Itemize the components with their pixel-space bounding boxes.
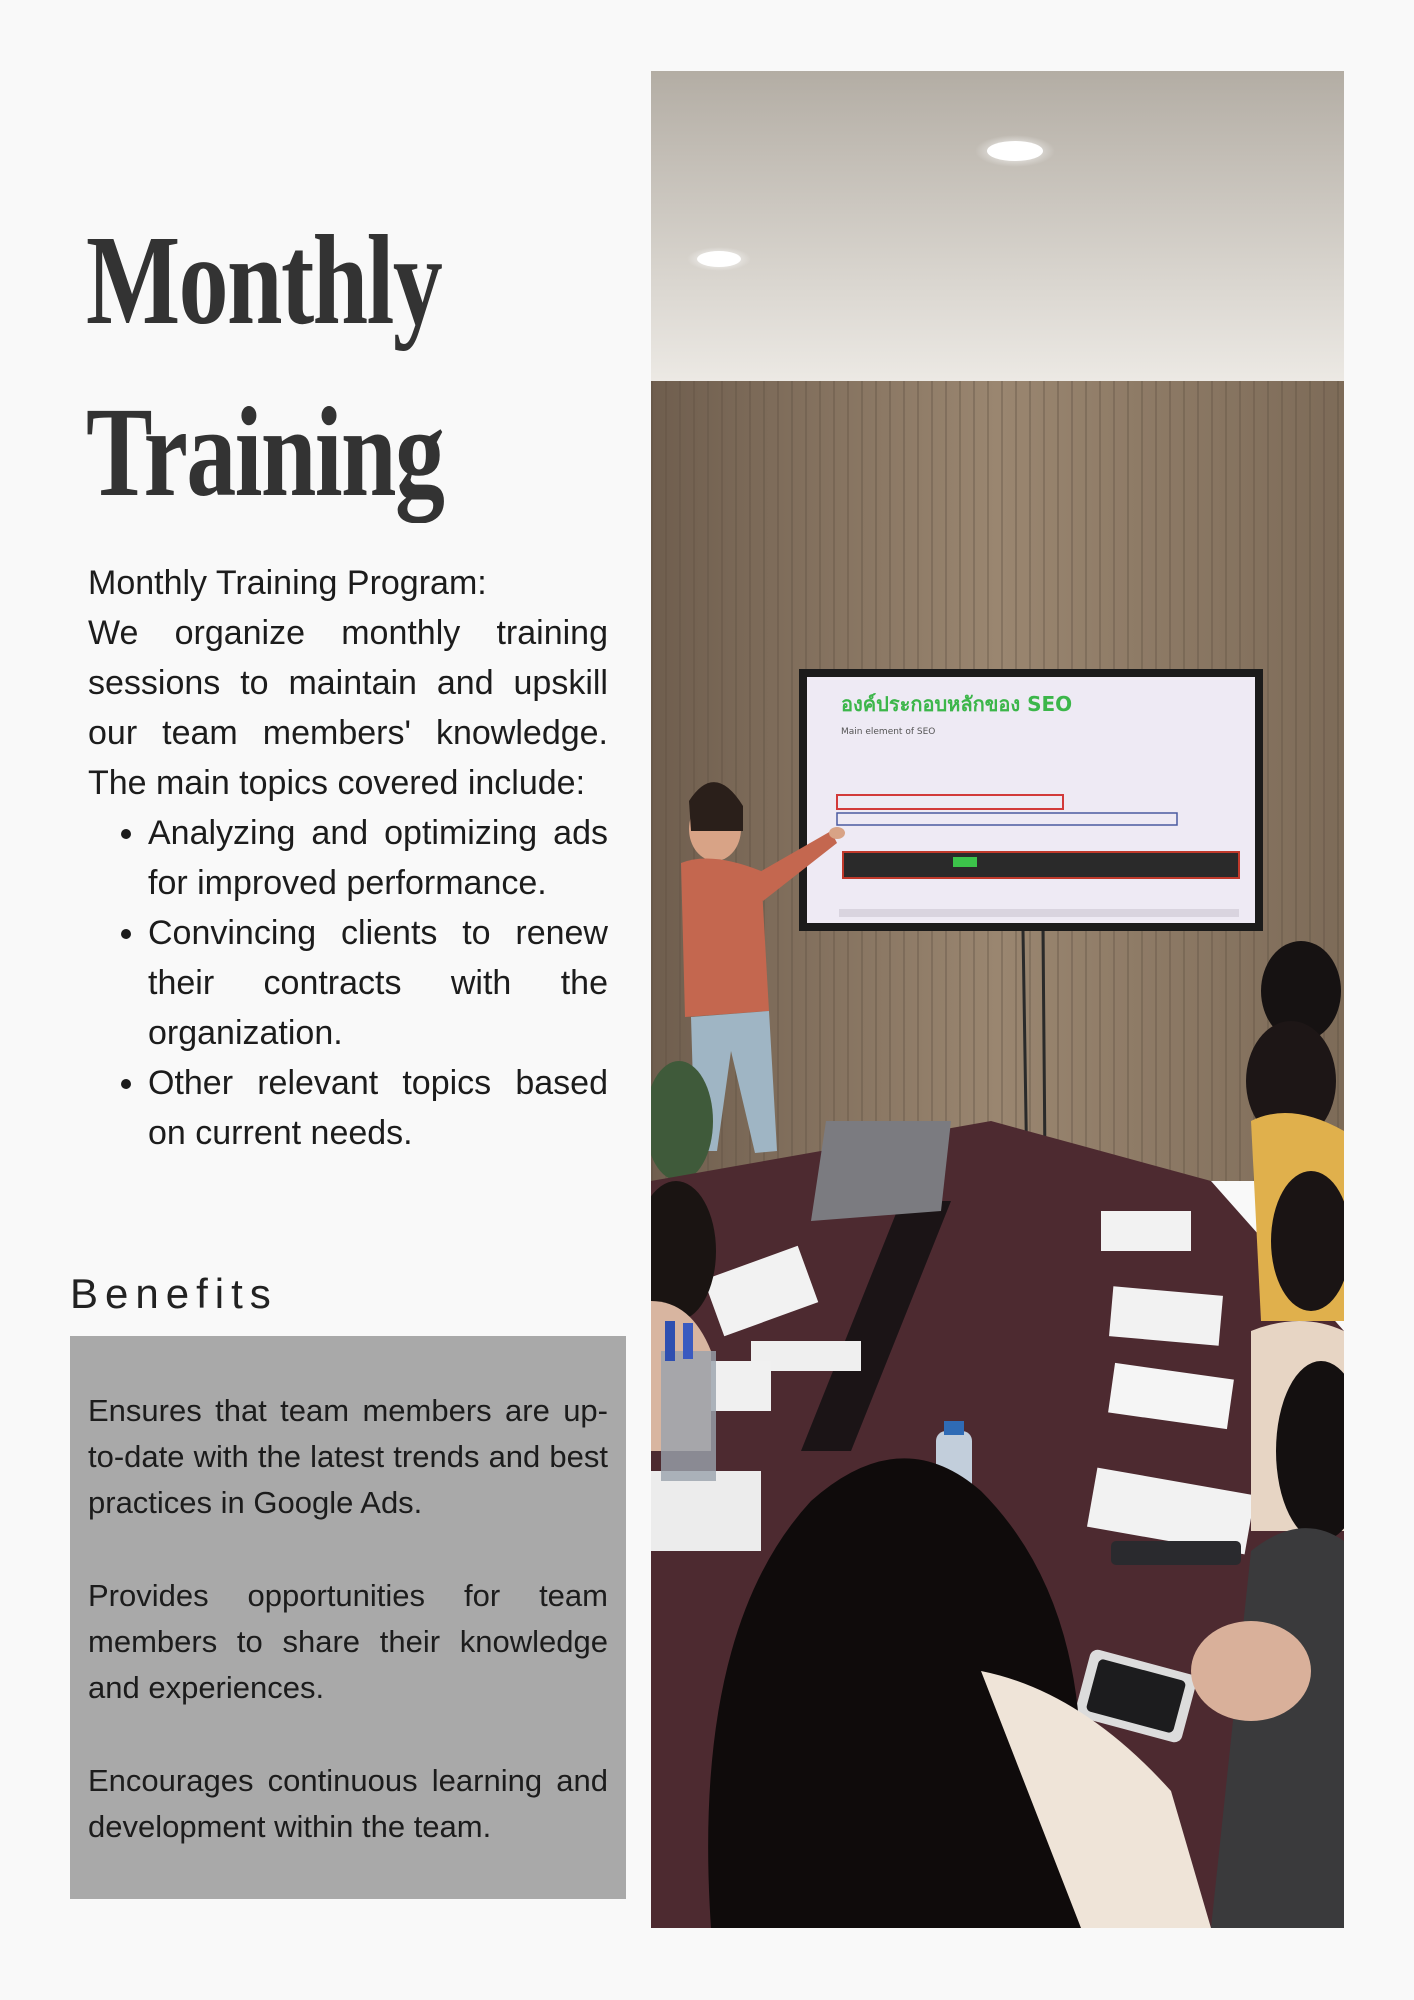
- page-title-line1: Monthly: [86, 208, 442, 351]
- topic-item: • Other relevant topics based on current needs.: [148, 1058, 608, 1158]
- slide-title: องค์ประกอบหลักของ SEO: [841, 692, 1073, 716]
- slide-subtitle: Main element of SEO: [841, 727, 936, 737]
- page-title: [86, 194, 443, 538]
- intro-heading: Monthly Training Program:: [88, 564, 487, 602]
- intro-paragraph: We organize monthly training sessions to maintain and upskill our team members' knowledge. The main topics covered include:: [88, 614, 608, 802]
- intro-section: [88, 558, 608, 1158]
- benefit-item: Encourages continuous learning and development within the team.: [88, 1763, 608, 1844]
- page-title-line2: Training: [86, 380, 444, 523]
- benefits-box: [70, 1336, 626, 1899]
- topic-item: • Convincing clients to renew their contracts with the organization.: [148, 908, 608, 1058]
- topic-item: • Analyzing and optimizing ads for improved performance.: [148, 808, 608, 908]
- ceiling: [651, 71, 1344, 381]
- training-photo: [651, 71, 1344, 1928]
- benefit-item: Provides opportunities for team members to share their knowledge and experiences.: [88, 1578, 608, 1705]
- benefit-item: Ensures that team members are up-to-date with the latest trends and best practices in Google Ads.: [88, 1393, 608, 1520]
- topics-list: [88, 808, 608, 1158]
- benefits-heading: Benefits: [70, 1270, 278, 1317]
